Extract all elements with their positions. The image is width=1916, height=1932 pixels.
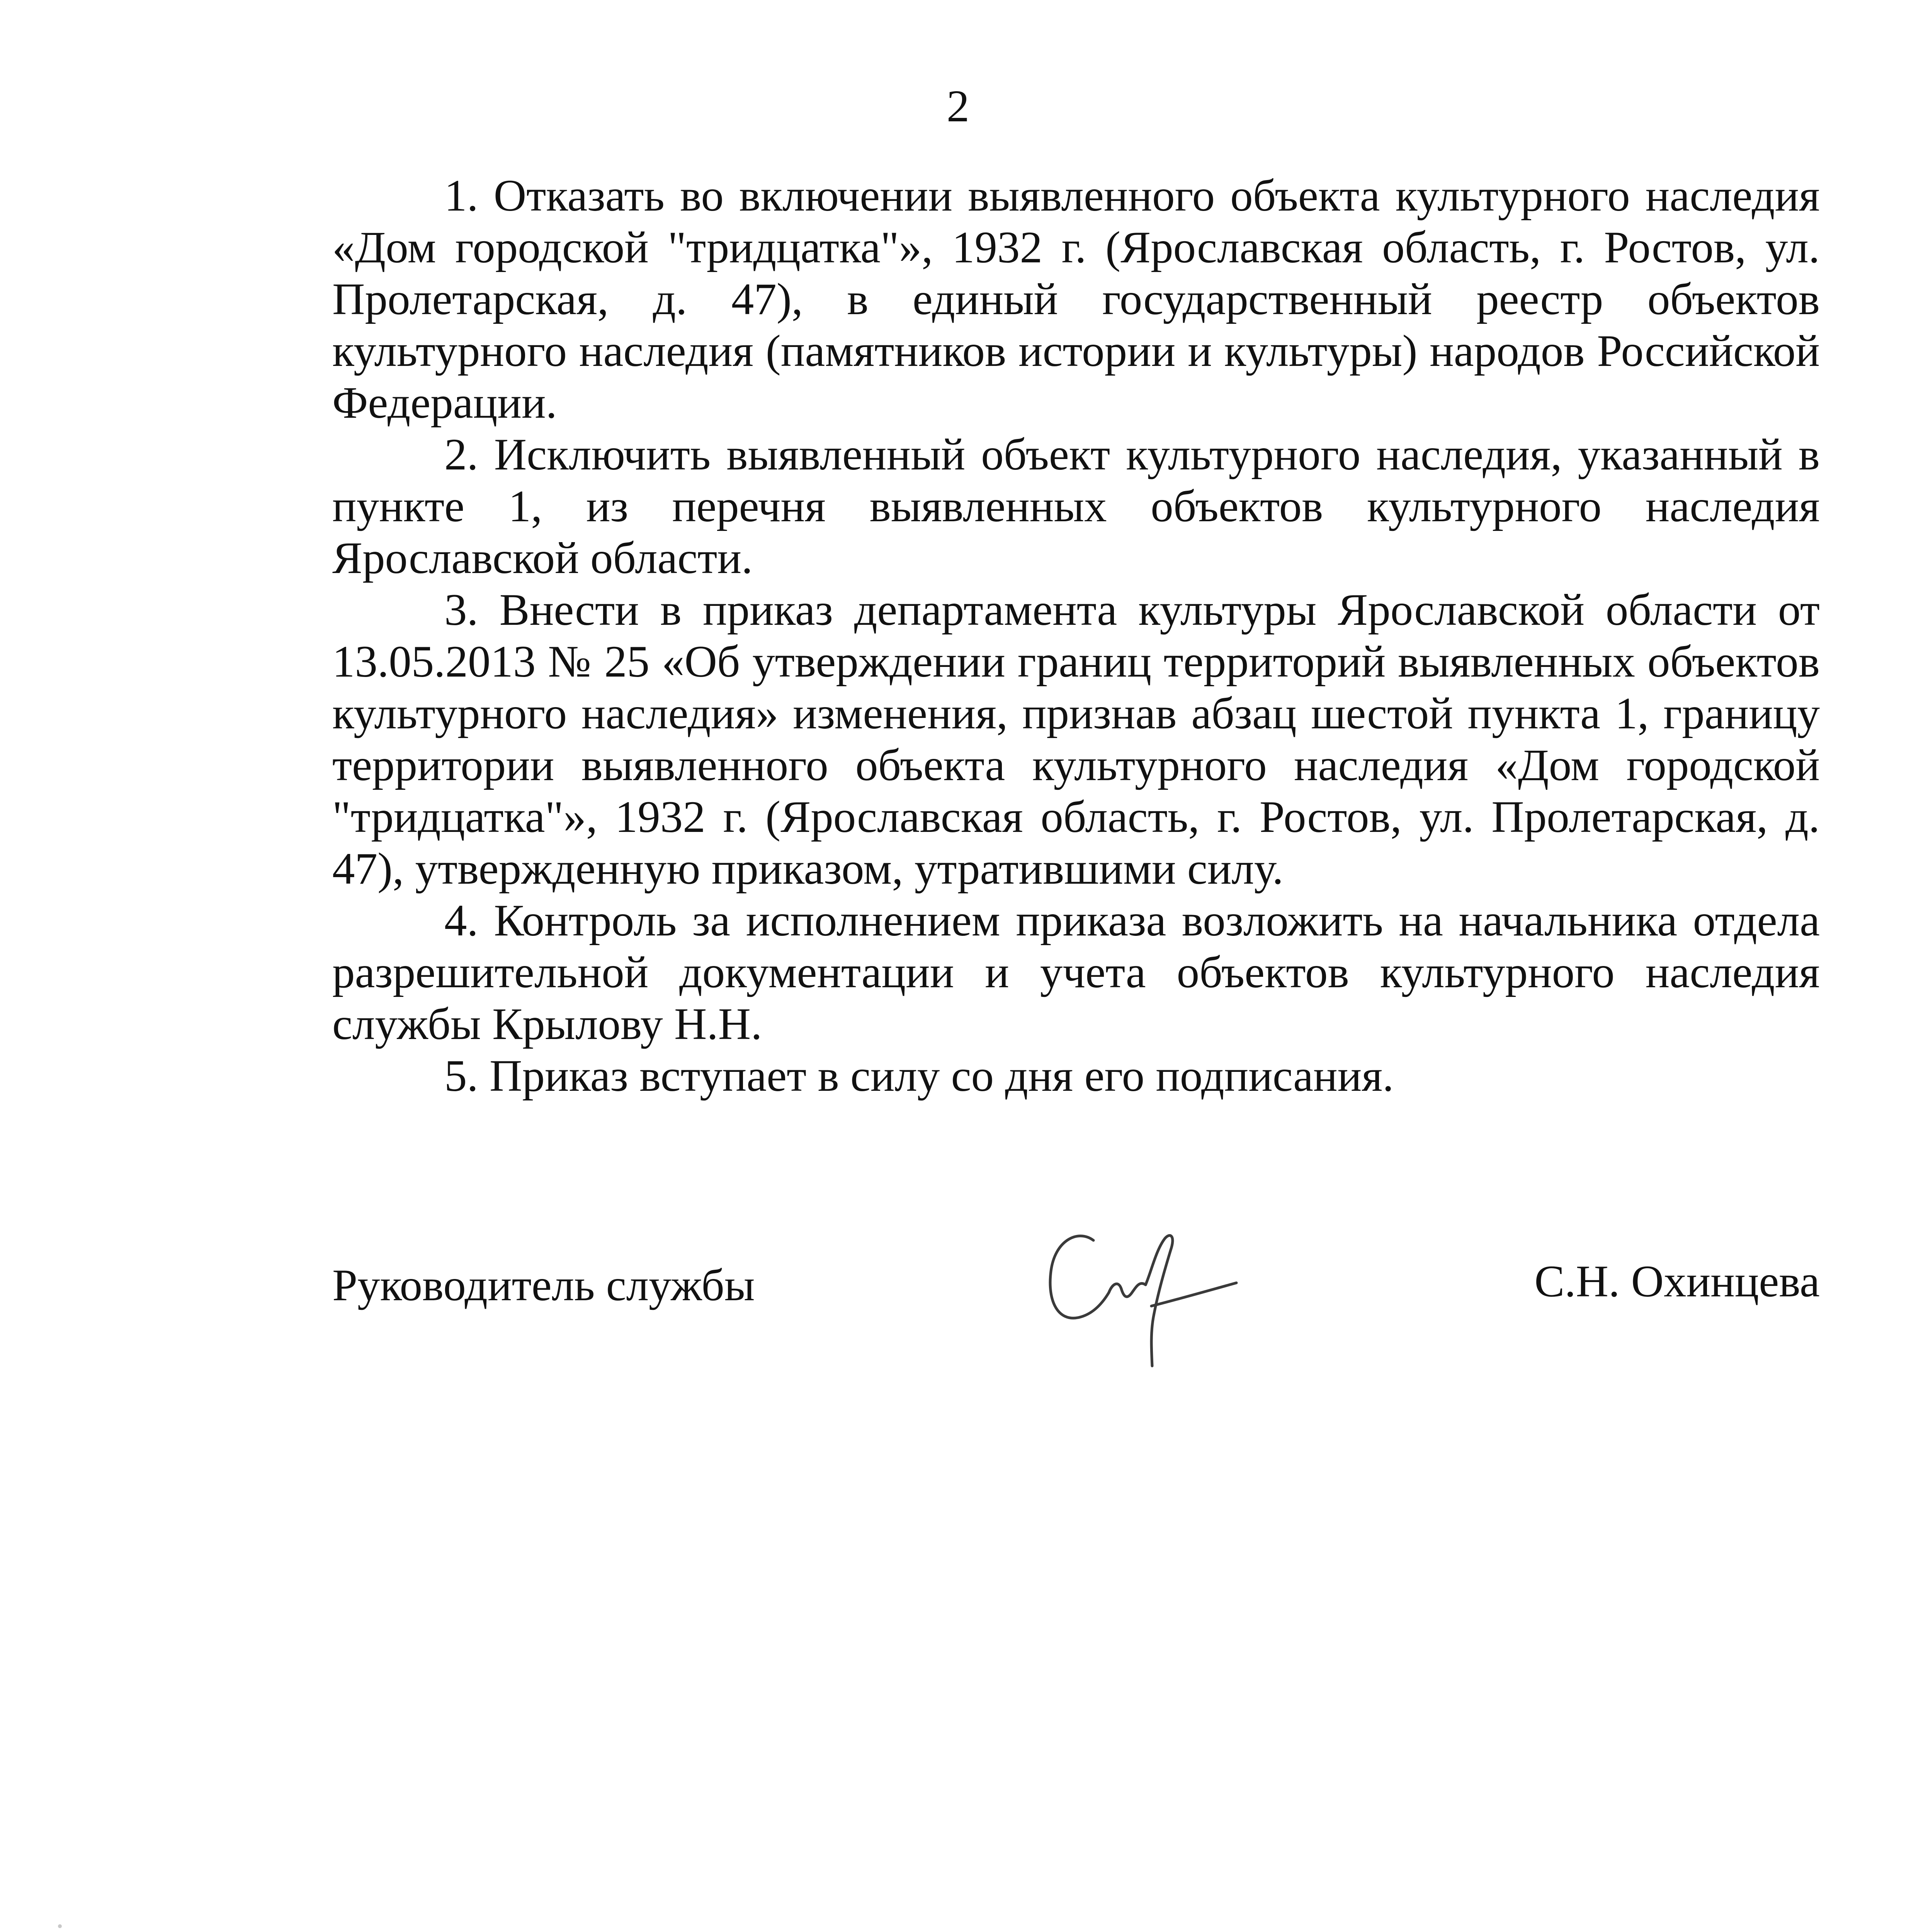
scan-speck [58, 1924, 62, 1928]
handwritten-signature [1035, 1213, 1260, 1376]
order-item-4: 4. Контроль за исполнением приказа возложить на начальника отдела разрешительной документации и учета объектов культурного наследия службы Крылову Н.Н. [332, 896, 1820, 1049]
signature-block [332, 1213, 1820, 1376]
order-item-1: 1. Отказать во включении выявленного объекта культурного наследия «Дом городской "тридцатка"», 1932 г. (Ярославская область, г. Ростов, ул. Пролетарская, д. 47), в единый государственный реестр объектов культурного наследия (памятников истории и культуры) народов Российской Федерации. [332, 171, 1820, 428]
order-item-5: 5. Приказ вступает в силу со дня его подписания. [444, 1051, 1394, 1101]
page-number: 2 [947, 81, 969, 131]
order-item-3: 3. Внести в приказ департамента культуры Ярославской области от 13.05.2013 № 25 «Об утверждении границ территорий выявленных объектов культурного наследия» изменения, признав абзац шестой пункта 1, границу территории выявленного объекта культурного наследия «Дом городской "тридцатка"», 1932 г. (Ярославская область, г. Ростов, ул. Пролетарская, д. 47), утвержденную приказом, утратившими силу. [332, 585, 1820, 894]
order-item-2: 2. Исключить выявленный объект культурного наследия, указанный в пункте 1, из перечня выявленных объектов культурного наследия Ярославской области. [332, 430, 1820, 583]
signatory-name: С.Н. Охинцева [1534, 1257, 1820, 1306]
signatory-position: Руководитель службы [332, 1260, 755, 1310]
order-body [332, 170, 1820, 1102]
